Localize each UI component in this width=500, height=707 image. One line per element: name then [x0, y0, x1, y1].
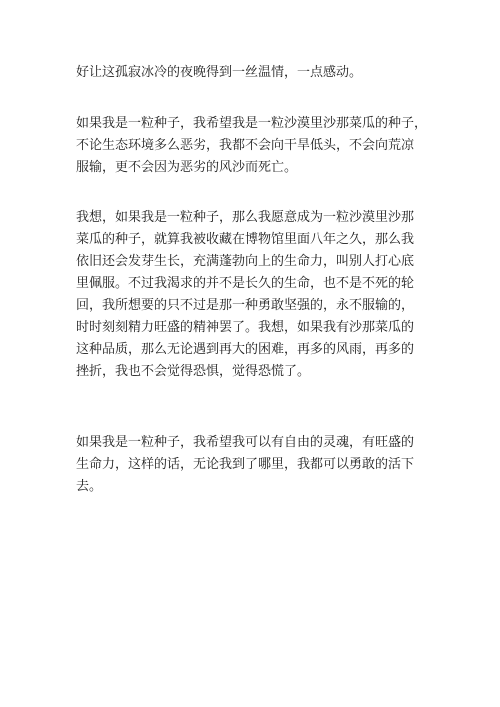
paragraph-line: 不论生态环境多么恶劣，我都不会向干旱低头，不会向荒凉 [76, 138, 415, 153]
paragraph-line: 这种品质，那么无论遇到再大的困难，再多的风雨，再多的 [76, 342, 415, 357]
paragraph-line: 依旧还会发芽生长，充满蓬勃向上的生命力，叫别人打心底 [76, 254, 415, 269]
paragraph-line: 菜瓜的种子，就算我被收藏在博物馆里面八年之久，那么我 [76, 232, 415, 247]
paragraph-line: 里佩服。不过我渴求的并不是长久的生命，也不是不死的轮 [76, 276, 415, 291]
paragraph-line: 挫折，我也不会觉得恐惧，觉得恐慌了。 [76, 364, 311, 379]
paragraph-line: 生命力，这样的话，无论我到了哪里，我都可以勇敢的活下 [76, 457, 415, 472]
paragraph-line: 如果我是一粒种子，我希望我是一粒沙漠里沙那菜瓜的种子， [76, 116, 428, 131]
paragraph-line: 时时刻刻精力旺盛的精神罢了。我想，如果我有沙那菜瓜的 [76, 320, 415, 335]
paragraph-line: 去。 [76, 479, 103, 494]
paragraph-line: 如果我是一粒种子，我希望我可以有自由的灵魂，有旺盛的 [76, 435, 415, 450]
paragraph-line: 服输，更不会因为恶劣的风沙而死亡。 [76, 160, 298, 175]
paragraph-3 [76, 207, 436, 383]
paragraph-4 [76, 432, 436, 498]
paragraph-2 [76, 113, 436, 179]
paragraph-line: 好让这孤寂冰冷的夜晚得到一丝温情，一点感动。 [76, 65, 363, 80]
paragraph-line: 我想，如果我是一粒种子，那么我愿意成为一粒沙漠里沙那 [76, 210, 415, 225]
paragraph-1 [76, 62, 436, 84]
paragraph-line: 回，我所想要的只不过是那一种勇敢坚强的，永不服输的， [76, 298, 415, 313]
